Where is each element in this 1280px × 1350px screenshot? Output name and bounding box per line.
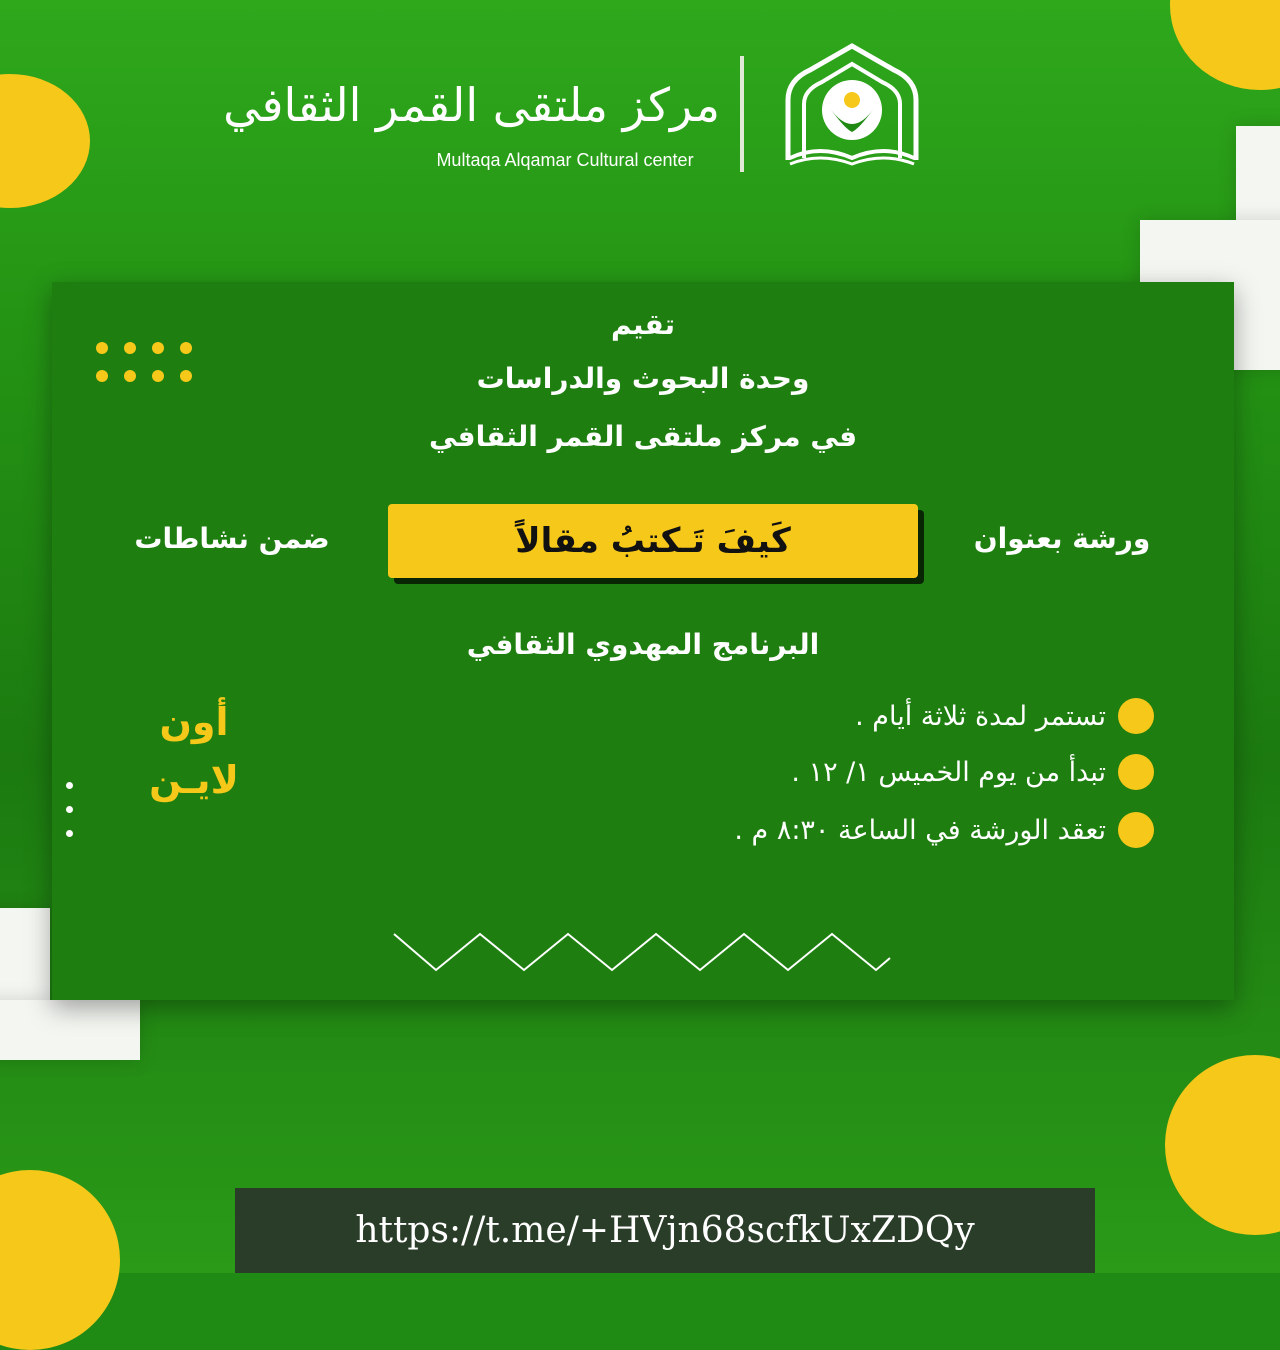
decorative-vertical-dots [64,782,76,842]
organizer-center: في مركز ملتقى القمر الثقافي [428,420,858,453]
workshop-card [52,282,1234,1000]
bullet-text: تستمر لمدة ثلاثة أيام . [855,700,1106,732]
header-divider [740,56,744,172]
within-label: ضمن نشاطات [134,522,330,555]
header [223,40,940,180]
workshop-title: كَيفَ تَـكتبُ مقالاً [388,504,918,578]
bullet-start-date [791,752,1154,792]
bullet-duration [855,696,1154,736]
center-name-calligraphy: مركز ملتقى القمر الثقافي [223,78,720,132]
bullet-time [734,810,1154,850]
telegram-link[interactable]: https://t.me/+HVjn68scfkUxZDQy [235,1188,1095,1273]
center-name-english: Multaqa Alqamar Cultural center [436,150,694,170]
bullet-dot-icon [1118,754,1154,790]
zigzag-ornament [392,928,892,976]
online-label-line2: لايـن [149,758,239,802]
program-name: البرنامج المهدوي الثقافي [466,628,820,661]
white-block-left-2 [0,1000,140,1060]
bullet-dot-icon [1118,698,1154,734]
bullet-dot-icon [1118,812,1154,848]
bullet-text: تبدأ من يوم الخميس ١/ ١٢ . [791,756,1106,788]
intro-line: تقيم [610,308,676,341]
organizer-unit: وحدة البحوث والدراسات [476,362,810,395]
workshop-label: ورشة بعنوان [973,522,1151,555]
bullet-text: تعقد الورشة في الساعة ٨:٣٠ م . [734,814,1106,846]
online-label-line1: أون [159,700,229,744]
center-logo-icon [780,40,925,170]
